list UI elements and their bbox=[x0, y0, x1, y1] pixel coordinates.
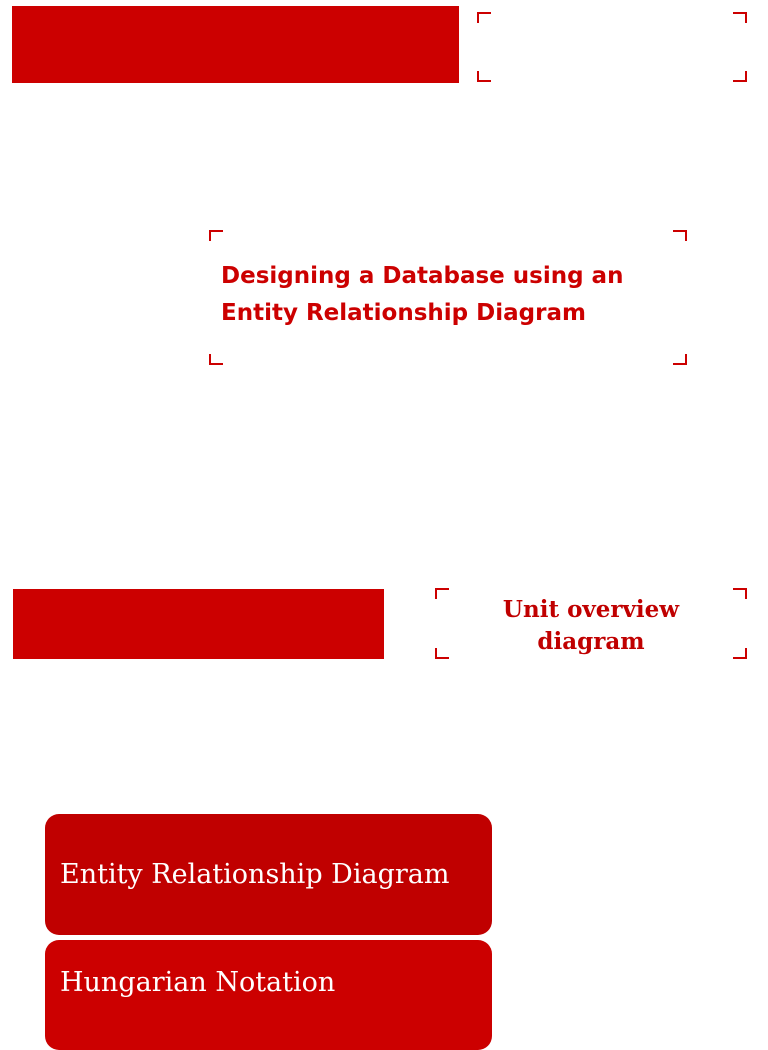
section-title-frame bbox=[435, 588, 747, 659]
section-title-line2: diagram bbox=[537, 628, 645, 655]
topic-box-entity-relationship-diagram bbox=[45, 814, 492, 935]
frame-corner bbox=[477, 12, 491, 23]
topic-label: Entity Relationship Diagram bbox=[60, 859, 450, 890]
frame-corner bbox=[673, 230, 687, 241]
frame-corner bbox=[209, 230, 223, 241]
top-empty-frame bbox=[477, 12, 747, 82]
frame-corner bbox=[209, 354, 223, 365]
frame-corner bbox=[673, 354, 687, 365]
top-banner-bar bbox=[12, 6, 459, 83]
document-title: Designing a Database using an Entity Relationship Diagram bbox=[221, 263, 624, 326]
topic-label: Hungarian Notation bbox=[60, 966, 336, 998]
frame-corner bbox=[477, 71, 491, 82]
topic-box-hungarian-notation bbox=[45, 940, 492, 1050]
document-title-frame bbox=[209, 230, 687, 365]
frame-corner bbox=[733, 71, 747, 82]
section-title-line1: Unit overview bbox=[502, 596, 680, 623]
section-banner-bar bbox=[13, 589, 384, 659]
frame-corner bbox=[733, 12, 747, 23]
section-title bbox=[435, 594, 747, 658]
